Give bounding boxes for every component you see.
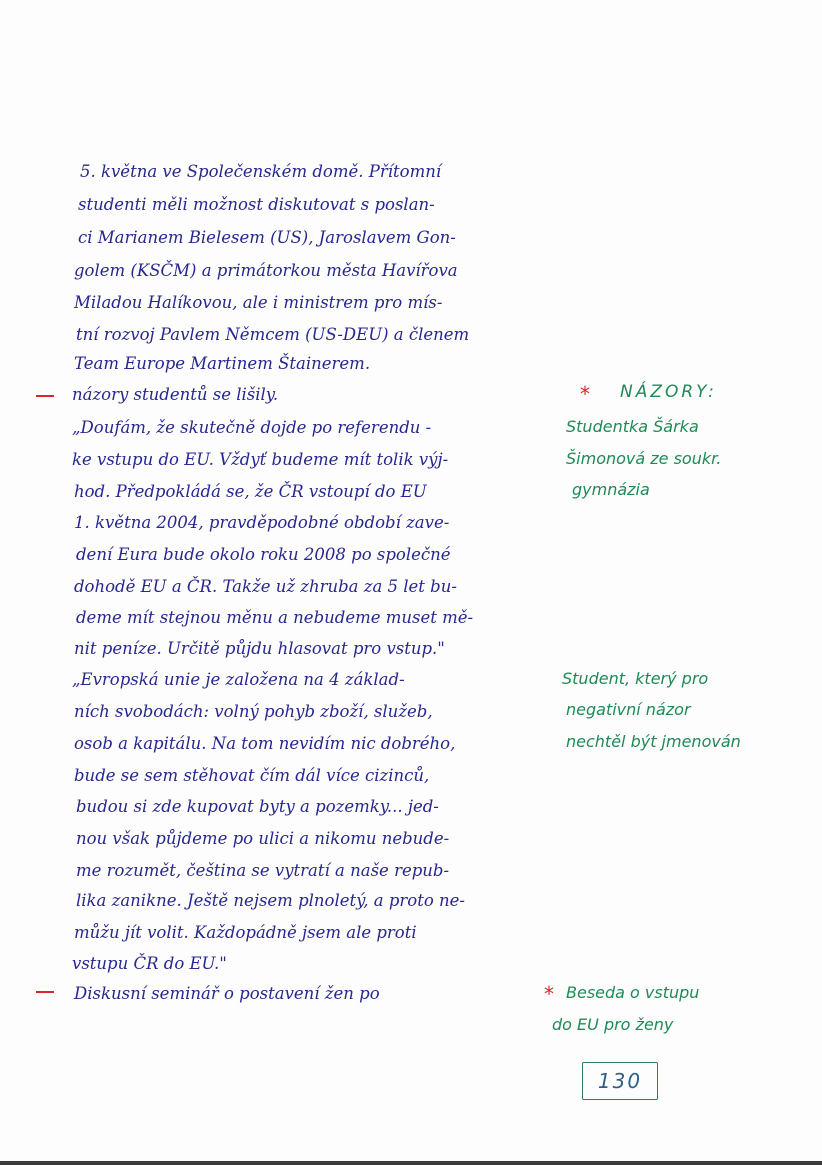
margin-note-2-line-2: negativní názor [566, 700, 691, 719]
page-number-box [582, 1062, 658, 1100]
text-line-04: golem (KSČM) a primátorkou města Havířova [74, 261, 458, 280]
text-line-17: „Evropská unie je založena na 4 základ- [72, 670, 405, 689]
bullet-dash-seminar [36, 991, 54, 993]
margin-note-3-line-1: Beseda o vstupu [566, 983, 700, 1002]
margin-note-2-line-1: Student, který pro [562, 669, 709, 688]
margin-note-1-line-3: gymnázia [572, 480, 650, 499]
bullet-dash-opinions [36, 395, 54, 397]
text-line-16: nit peníze. Určitě půjdu hlasovat pro vstup." [74, 639, 445, 658]
margin-note-2-line-3: nechtěl být jmenován [566, 732, 741, 751]
text-line-02: studenti měli možnost diskutovat s poslan- [78, 195, 435, 214]
text-line-10: ke vstupu do EU. Vždyť budeme mít tolik výj- [72, 450, 449, 469]
text-line-25: můžu jít volit. Každopádně jsem ale proti [74, 923, 417, 942]
text-line-09: „Doufám, že skutečně dojde po referendu - [72, 418, 432, 437]
scan-bottom-edge [0, 1161, 822, 1165]
text-line-08: názory studentů se lišily. [72, 385, 279, 404]
text-line-20: bude se sem stěhovat čím dál více cizinců, [74, 766, 430, 785]
text-line-03: ci Marianem Bielesem (US), Jaroslavem Gon- [78, 228, 456, 247]
text-line-01: 5. května ve Společenském domě. Přítomní [80, 162, 442, 181]
text-line-13: dení Eura bude okolo roku 2008 po společné [76, 545, 451, 564]
text-line-21: budou si zde kupovat byty a pozemky... jed- [76, 797, 439, 816]
star-mark-opinions: * [580, 382, 590, 406]
margin-note-3-line-2: do EU pro ženy [552, 1015, 674, 1034]
text-line-18: ních svobodách: volný pohyb zboží, služeb, [74, 702, 433, 721]
text-line-12: 1. května 2004, pravděpodobné období zave- [74, 513, 450, 532]
page-number: 130 [597, 1069, 643, 1093]
margin-note-1-line-1: Studentka Šárka [566, 417, 699, 436]
margin-heading-opinions: NÁZORY: [620, 382, 717, 402]
margin-note-1-line-2: Šimonová ze soukr. [566, 449, 722, 468]
text-line-19: osob a kapitálu. Na tom nevidím nic dobrého, [74, 734, 456, 753]
text-line-15: deme mít stejnou měnu a nebudeme muset mě- [76, 608, 474, 627]
text-line-11: hod. Předpokládá se, že ČR vstoupí do EU [74, 482, 427, 501]
text-line-07: Team Europe Martinem Štainerem. [74, 354, 371, 373]
text-line-23: me rozumět, čeština se vytratí a naše repub- [76, 861, 450, 880]
text-line-06: tní rozvoj Pavlem Němcem (US-DEU) a členem [76, 325, 470, 344]
text-line-26: vstupu ČR do EU." [72, 954, 227, 973]
text-line-05: Miladou Halíkovou, ale i ministrem pro mís- [74, 293, 443, 312]
text-line-27: Diskusní seminář o postavení žen po [74, 984, 380, 1003]
text-line-14: dohodě EU a ČR. Takže už zhruba za 5 let bu- [74, 577, 457, 596]
text-line-24: lika zanikne. Ještě nejsem plnoletý, a proto ne- [76, 891, 465, 910]
star-mark-seminar: * [544, 982, 554, 1006]
text-line-22: nou však půjdeme po ulici a nikomu nebude- [76, 829, 450, 848]
